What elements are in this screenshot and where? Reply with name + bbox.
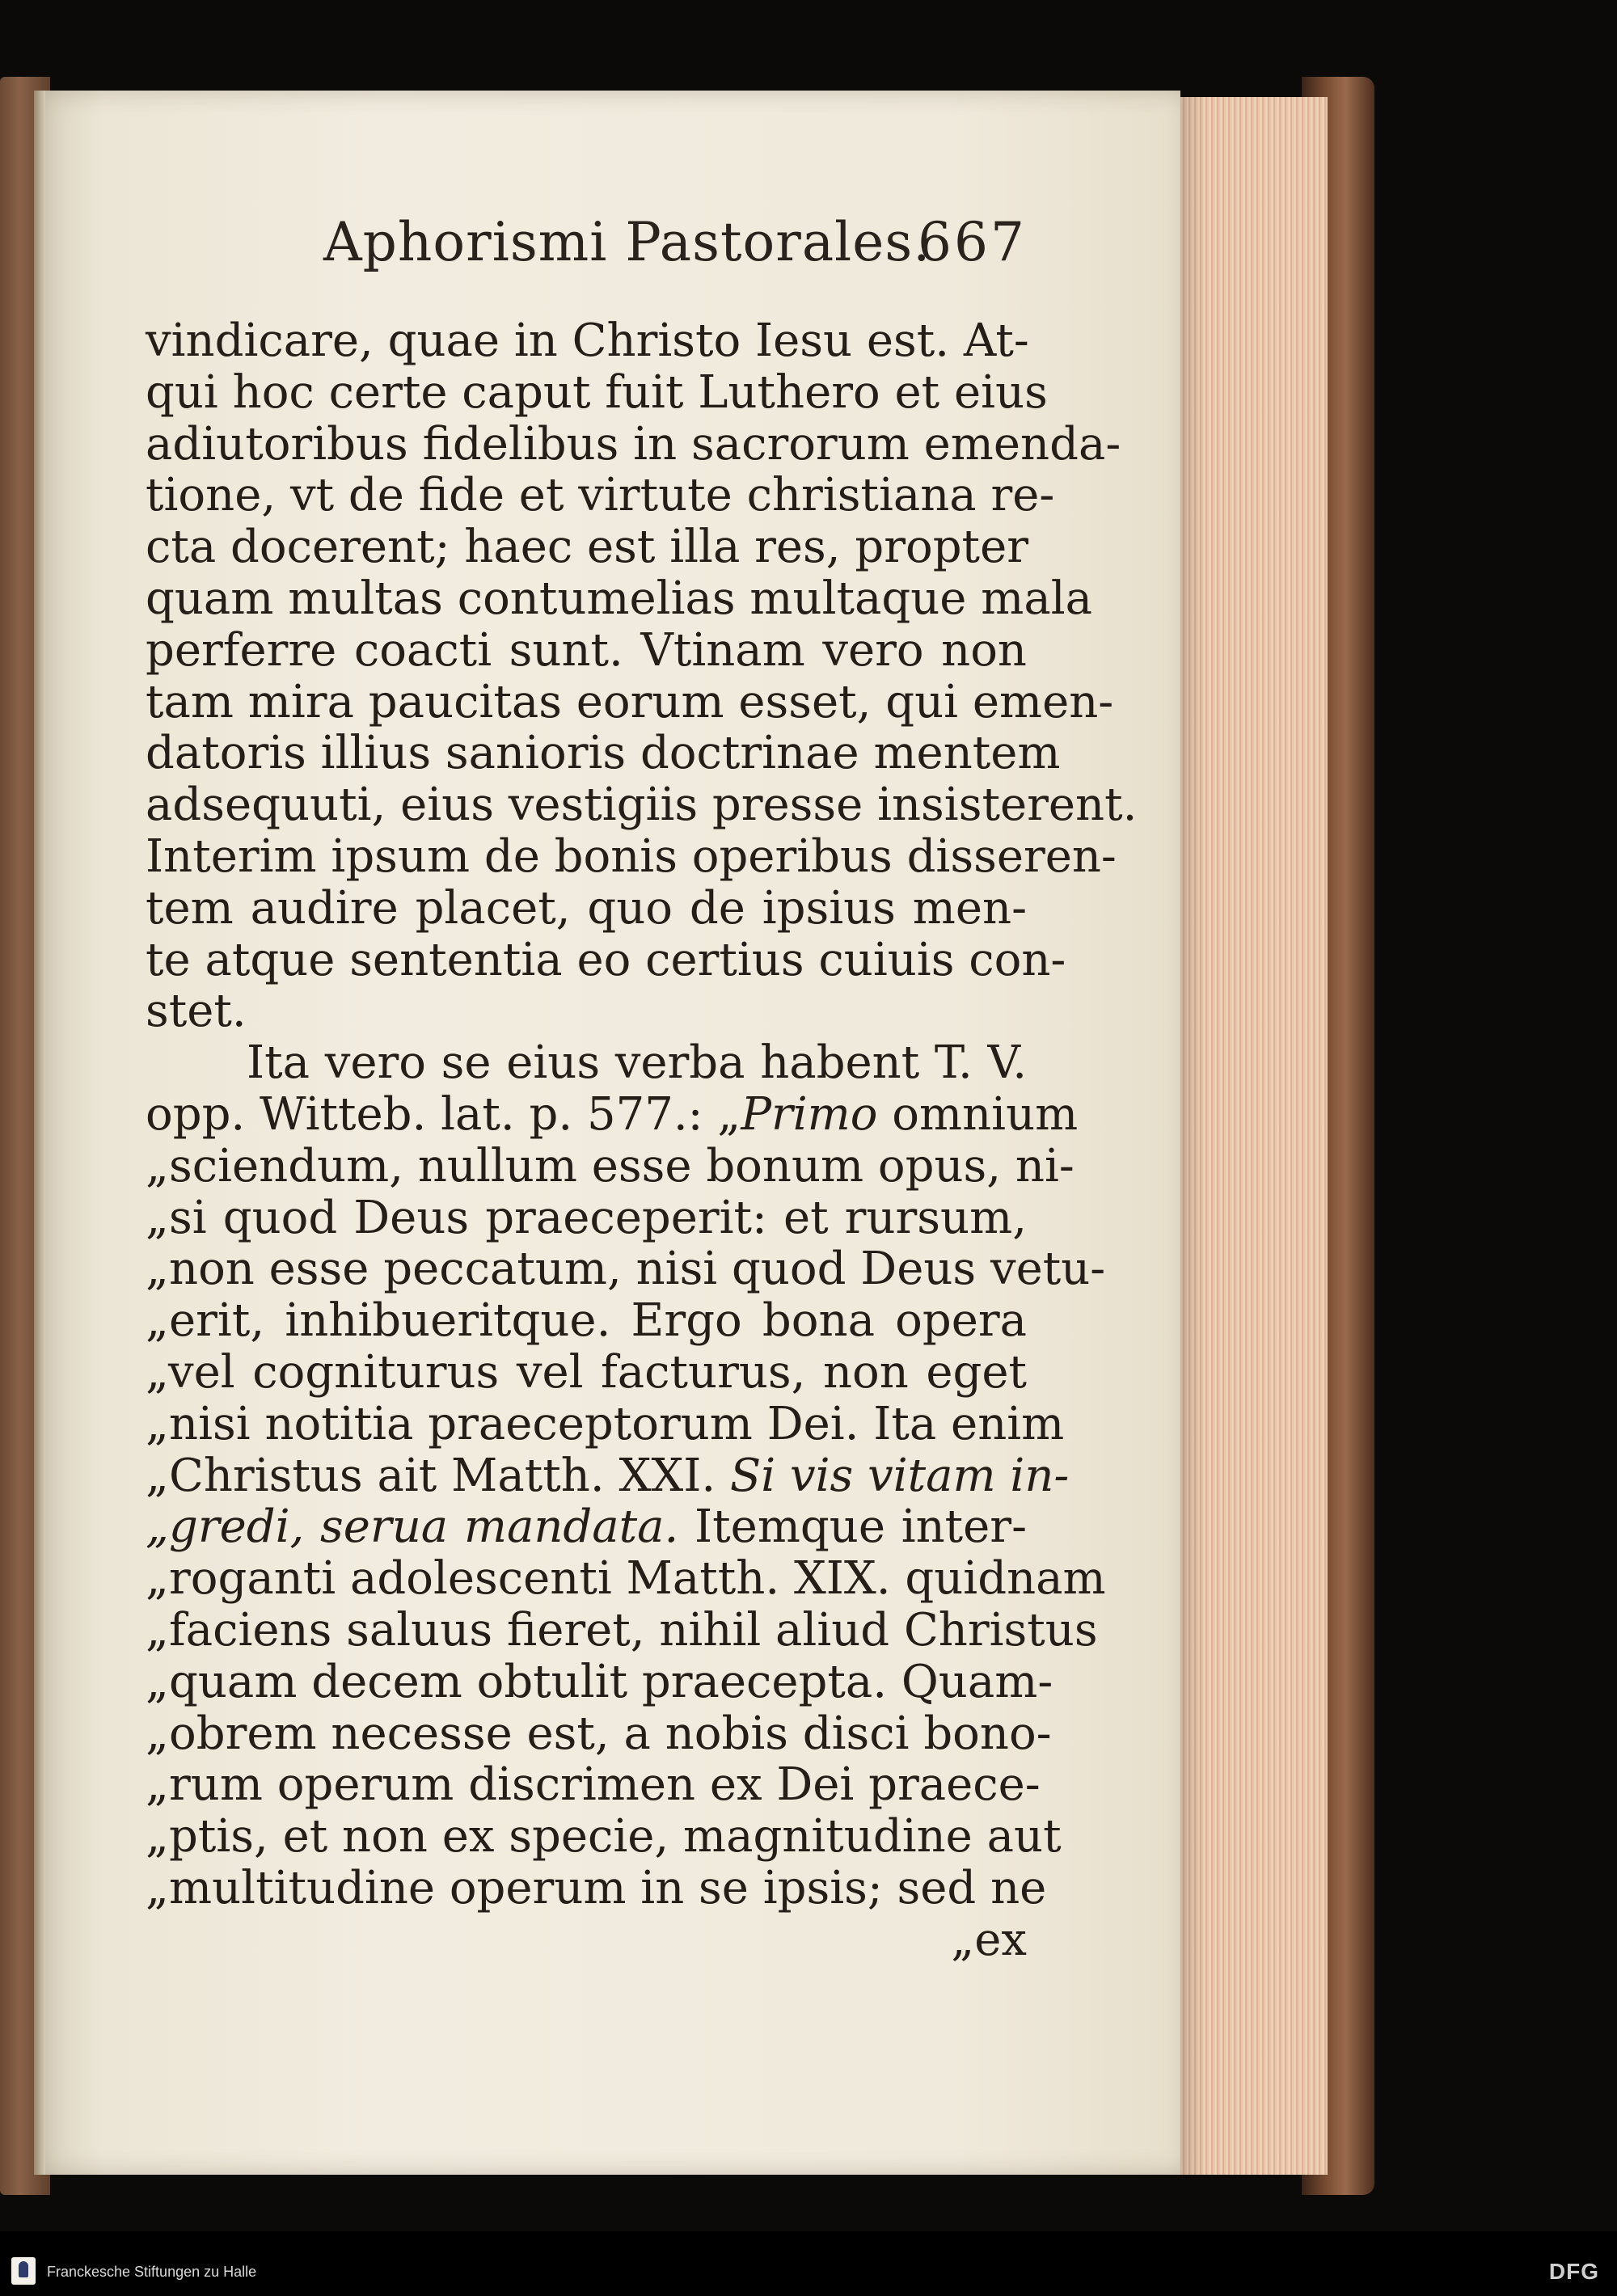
page-gutter <box>34 91 45 2175</box>
italic-text: Primo <box>741 1087 878 1141</box>
italic-text: Si vis vitam in- <box>729 1449 1070 1502</box>
text-line: cta docerent; haec est illa res, propter <box>146 521 1028 574</box>
text-line: „vel cogniturus vel facturus, non eget <box>146 1345 1027 1399</box>
text-line: „multitudine operum in se ipsis; sed ne <box>146 1861 1047 1914</box>
text-line: qui hoc certe caput fuit Luthero et eius <box>146 365 1048 419</box>
text-line: „faciens saluus fieret, nihil aliud Christus <box>146 1603 1098 1657</box>
italic-text: „gredi, serua mandata. <box>146 1500 679 1554</box>
page-number: 667 <box>918 211 1027 273</box>
text-run: omnium <box>877 1087 1079 1141</box>
text-line: tione, vt de fide et virtute christiana re- <box>146 469 1055 522</box>
text-line: „si quod Deus praeceperit: et rursum, <box>146 1191 1027 1244</box>
text-line <box>146 1087 1079 1141</box>
text-line: Ita vero se eius verba habent T. V. <box>247 1036 1027 1090</box>
text-line: „ptis, et non ex specie, magnitudine aut <box>146 1810 1062 1863</box>
text-line: „obrem necesse est, a nobis disci bono- <box>146 1707 1052 1760</box>
page-edges <box>1174 97 1328 2175</box>
text-line: tam mira paucitas eorum esset, qui emen- <box>146 675 1114 728</box>
text-line <box>146 1501 1027 1553</box>
text-line: „roganti adolescenti Matth. XIX. quidnam <box>146 1552 1106 1606</box>
text-line: stet. <box>146 985 247 1038</box>
text-line: vindicare, quae in Christo Iesu est. At- <box>146 314 1029 367</box>
text-line: perferre coacti sunt. Vtinam vero non <box>146 623 1027 677</box>
text-line: „rum operum discrimen ex Dei praece- <box>146 1758 1041 1812</box>
text-run: „Christus ait Matth. XXI. <box>146 1449 730 1502</box>
text-line: „erit, inhibueritque. Ergo bona opera <box>146 1294 1027 1348</box>
running-title: Aphorismi Pastorales. <box>323 211 931 273</box>
text-run: opp. Witteb. lat. p. 577.: „ <box>146 1087 741 1141</box>
text-line: Interim ipsum de bonis operibus disseren- <box>146 829 1117 883</box>
institution-logo-icon[interactable] <box>11 2257 36 2285</box>
text-line <box>146 1449 1070 1502</box>
dfg-logo[interactable]: DFG <box>1548 2259 1599 2284</box>
text-line: datoris illius sanioris doctrinae mentem <box>146 727 1061 780</box>
institution-name[interactable]: Franckesche Stiftungen zu Halle <box>47 2264 257 2280</box>
text-line: quam multas contumelias multaque mala <box>146 572 1093 625</box>
text-line: „sciendum, nullum esse bonum opus, ni- <box>146 1139 1074 1192</box>
page-header <box>323 206 1027 279</box>
text-line: „non esse peccatum, nisi quod Deus vetu- <box>146 1243 1106 1296</box>
page-body <box>146 314 1138 1966</box>
text-run: Itemque inter- <box>678 1500 1027 1554</box>
text-line: te atque sententia eo certius cuiuis con- <box>146 933 1066 986</box>
text-line: tem audire placet, quo de ipsius men- <box>146 881 1027 935</box>
text-line: adiutoribus fidelibus in sacrorum emenda- <box>146 417 1121 471</box>
text-line: „quam decem obtulit praecepta. Quam- <box>146 1655 1053 1708</box>
text-line: adsequuti, eius vestigiis presse insisterent. <box>146 779 1138 832</box>
text-line: „nisi notitia praeceptorum Dei. Ita enim <box>146 1397 1065 1450</box>
catchword: „ex <box>951 1913 1027 1966</box>
